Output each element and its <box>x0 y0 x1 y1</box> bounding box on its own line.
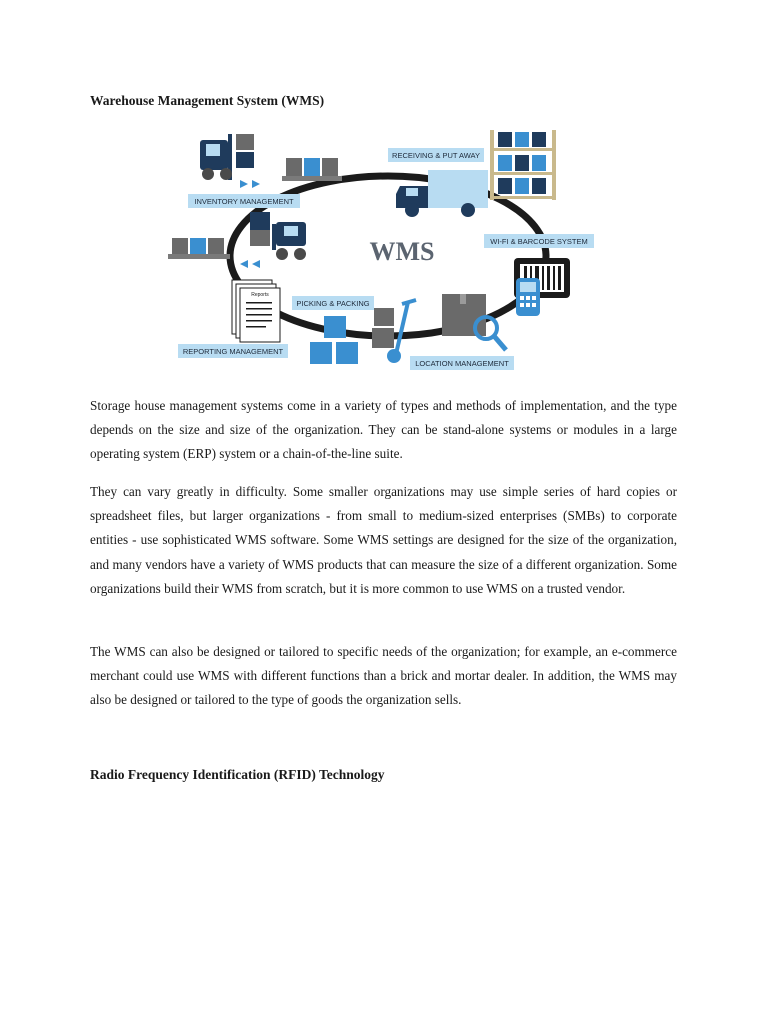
section-heading-rfid: Radio Frequency Identification (RFID) Technology <box>90 767 385 782</box>
wms-diagram <box>168 128 600 374</box>
shelving-icon <box>490 130 556 200</box>
paragraph-3: The WMS can also be designed or tailored to specific needs of the organization; for example, an e-commerce merchant could use WMS with different functions than a brick and mortar dealer. In addition, the WMS may also be designed or tailored to the type of goods the organization sells. <box>90 644 677 708</box>
wms-center-label: WMS <box>369 237 435 266</box>
label-receiving: RECEIVING & PUT AWAY <box>392 151 480 160</box>
barcode-scanner-icon <box>514 258 570 316</box>
picking-boxes-icon <box>310 316 358 364</box>
arrows-left-icon <box>240 260 260 268</box>
location-box-icon <box>442 294 486 336</box>
paragraph-2: They can vary greatly in difficulty. Some smaller organizations may use simple series of hard copies or spreadsheet files, but larger organizations - from small to medium-sized enterprises (SMBs) to corporate entities - use sophisticated WMS software. Some WMS settings are designed for the size of the organization, and many vendors have a variety of WMS products that can measure the size of a different organization. Some organizations build their WMS from scratch, but it is more common to use WMS on a trusted vendor. <box>90 484 677 596</box>
hand-truck-icon <box>372 300 416 363</box>
reports-document-icon <box>232 280 280 342</box>
pallet-icon <box>282 158 342 181</box>
paragraph-1: Storage house management systems come in a variety of types and methods of implementation, and the type depends on the size and size of the organization. They can be stand-alone systems or modules in a large operating system (ERP) system or a chain-of-the-line suite. <box>90 398 677 462</box>
reports-doc-title: Reports <box>251 292 269 298</box>
label-reporting: REPORTING MANAGEMENT <box>182 347 284 356</box>
section-heading-wms: Warehouse Management System (WMS) <box>90 93 325 108</box>
forklift-small-icon <box>250 212 306 260</box>
label-wifi-barcode: WI-FI & BARCODE SYSTEM <box>490 237 588 246</box>
label-location: LOCATION MANAGEMENT <box>415 359 509 368</box>
forklift-icon <box>200 134 254 180</box>
label-inventory: INVENTORY MANAGEMENT <box>194 197 294 206</box>
label-picking: PICKING & PACKING <box>296 299 370 308</box>
pallet-left-icon <box>168 238 230 259</box>
arrows-right-icon <box>240 180 260 188</box>
